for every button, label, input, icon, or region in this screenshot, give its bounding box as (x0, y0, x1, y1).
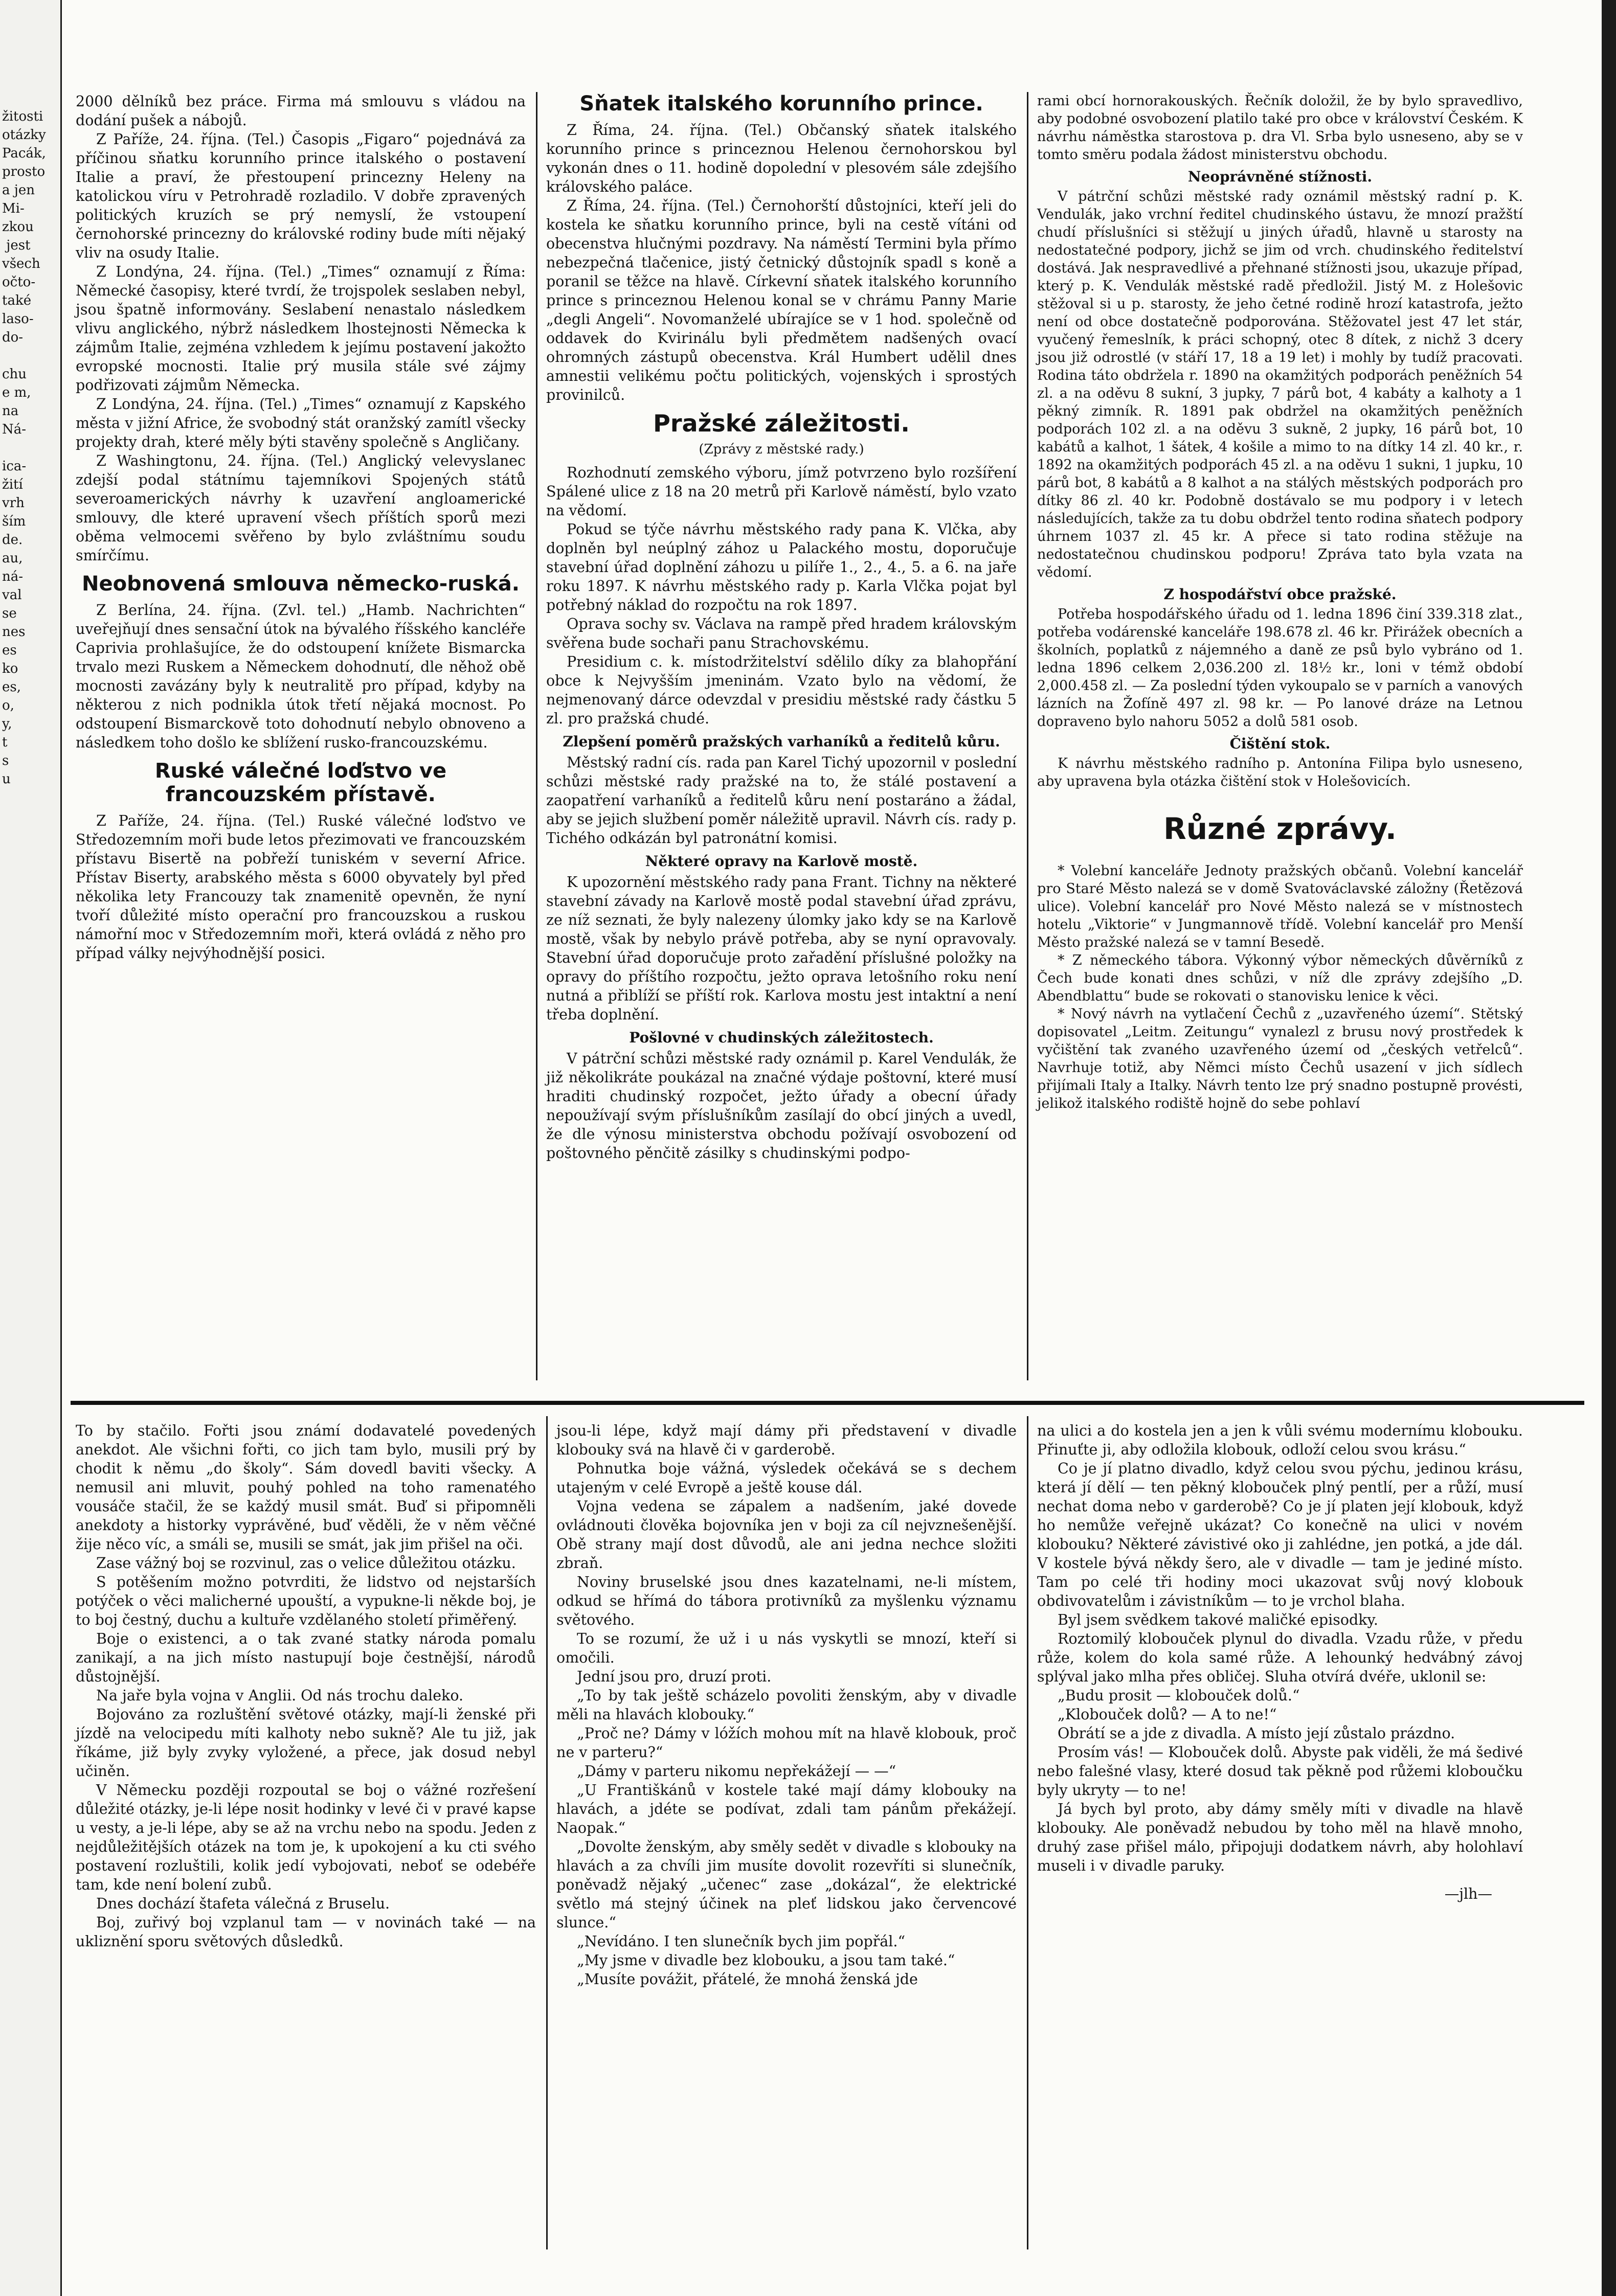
feuilleton-paragraph: Obrátí se a jde z divadla. A místo její zůstalo prázdno. (1058, 1725, 1455, 1742)
feuilleton-paragraph: jsou-li lépe, když mají dámy při představení v divadle klobouky svá na hlavě či v garderobě. (556, 1422, 1017, 1458)
feuilleton-paragraph: „To by tak ještě scházelo povoliti ženským, aby v divadle měli na hlavách klobouky.“ (556, 1687, 1017, 1723)
article-paragraph: K upozornění městského rady pana Frant. Tichny na některé stavební závady na Karlově mostě podal stavební úřad zprávu, ze níž seznati, že byly nalezeny úlomky jako kdy se na Karlově mostě, však by nebylo právě potřeba, aby se nyní opravovaly. Stavební úřad doporučuje proto zařadění příslušné položky na opravy do příštího rozpočtu, ježto oprava letošního roku není nutná a přiblíží se příští rok. Karlova mostu jest intaktní a není třeba doplnění. (546, 874, 1017, 1023)
feuilleton-paragraph: „My jsme v divadle bez klobouku, a jsou tam také.“ (577, 1952, 955, 1969)
feuilleton-paragraph: „Musíte povážit, přátelé, že mnohá ženská jde (577, 1971, 918, 1988)
article-paragraph: Z Říma, 24. října. (Tel.) Černohorští důstojníci, kteří jeli do kostela ke sňatku korunního prince, byli na cestě vítáni od obecenstva hlučnými pozdravy. Na náměstí Termini byla přímo nebezpečná tlačenice, jistý četnický důstojník spadl s koně a poranil se těžce na hlavě. Církevní sňatek italského korunního prince s princeznou Helenou konal se v chrámu Panny Marie „degli Angeli“. Novomanželé ubírajíce se v 1 hod. společně od oddavek do Kvirinálu byli předmětem nadšených ovací ohromných zástupů obecenstva. Král Humbert udělil dnes amnestii velikému počtu politických, vojenských i sprostých provinilců. (546, 197, 1017, 403)
article-paragraph: * Nový návrh na vytlačení Čechů z „uzavřeného území“. Stětský dopisovatel „Leitm. Zeitungu“ vynalezl z brusu nový prostředek k vyčištění tak zvaného uzavřeného území od „českých vetřelců“. Navrhuje totiž, aby Němci místo Čechů usazení v jich sídlech přijímali Italy a Italky. Návrh tento lze prý snadno postupně provésti, jelikož italského rodiště hojně do sebe pohlaví (1037, 1006, 1523, 1111)
feuilleton-paragraph: Noviny bruselské jsou dnes kazatelnami, ne-li místem, odkud se hřímá do tábora protivníků za myšlenku významu světového. (556, 1574, 1017, 1628)
feuilleton-paragraph: na ulici a do kostela jen a jen k vůli svému modernímu klobouku. Přinuťte ji, aby odložila klobouk, odloží celou svou krásu.“ (1037, 1422, 1523, 1458)
feuilleton-paragraph: V Německu později rozpoutal se boj o vážné rozřešení důležité otázky, je-li lépe nosit hodinky v levé či v pravé kapse u vesty, a je-li lépe, aby se až na vrchu nebo na spodu. Jeden z nejdůležitějších otázek na tom je, k upokojení a ku cti svého postavení rozluštili, kolik jedí vybojovati, neboť se odebéře tam, kde není bolení zubů. (76, 1782, 536, 1893)
article-paragraph: Oprava sochy sv. Václava na rampě před hradem královským svěřena bude sochaři panu Strachovskému. (546, 616, 1017, 651)
article-headline: Ruské válečné loďstvo ve francouzském přístavě. (154, 759, 447, 806)
column-divider (546, 1416, 548, 2249)
article-paragraph: * Z německého tábora. Výkonný výbor německých důvěrníků z Čech bude konati dnes schůzi, v níž dle zprávy zdejšího „D. Abendblattu“ bude se rokovati o stanovisku lenice k věci. (1037, 952, 1523, 1004)
column-divider (1027, 92, 1028, 1380)
feuilleton-paragraph: To se rozumí, že už i u nás vyskytli se mnozí, kteří si omočili. (556, 1630, 1017, 1666)
article-subheading: Čištění stok. (1229, 735, 1331, 752)
article-paragraph: Z Říma, 24. října. (Tel.) Občanský sňatek italského korunního prince s princeznou Helenou černohorskou byl vykonán dnes o 11. hodině dopolední v plesovém sále zdejšího královského paláce. (546, 122, 1017, 195)
column-divider (1027, 1416, 1028, 2249)
article-paragraph: Městský radní cís. rada pan Karel Tichý upozornil v poslední schůzi městské rady pražské na to, že stálé postavení a zaopatření varhaníků a ředitelů kůru není postaráno a žádal, aby se jejich službení poměr náležitě upravil. Návrh cís. rady p. Tichého odkázán byl patronátní komisi. (546, 754, 1017, 847)
feuilleton-paragraph: To by stačilo. Fořti jsou známí dodavatelé povedených anekdot. Ale všichni fořti, co jich tam bylo, musili prý by chodit k němu „do školy“. Sám dovedl baviti všecky. A nemusil ani mluvit, pouhý pohled na toho ramenatého vousáče stačil, že se každý musil smát. Buď si připomněli anekdoty a historky vyprávěné, buď věděli, že v něm věčné žije něco víc, a smáli se, musili se smát, jak jim přišel na oči. (76, 1422, 536, 1553)
article-paragraph: Z Paříže, 24. října. (Tel.) Časopis „Figaro“ pojednává za příčinou sňatku korunního prince italského o postavení Italie a praví, že přestoupení princezny Heleny na katolickou víru v Petrohradě rozladilo. V dobře zpravených politických kruzích se prý nemyslí, že vstoupení černohorské princezny do královské rodiny bude míti nějaký vliv na osudy Italie. (76, 131, 526, 261)
column-2 (546, 92, 1017, 1163)
feuilleton-paragraph: Jední jsou pro, druzí proti. (577, 1668, 772, 1685)
adjacent-page-text: žitosti otázky Pacák, prosto a jen Mi- zkou jest všech očto- také laso- do- chu e m, na Ná- ica- žití vrh ším de. au, ná- val se nes es ko es, o, y, t s u (2, 109, 46, 787)
column-divider (536, 92, 537, 1380)
column-1 (76, 92, 526, 963)
article-paragraph: Presidium c. k. místodržitelství sdělilo díky za blahopřání obce k Nejvyšším jmeninám. Vzato bylo na vědomí, že nejmenovaný dárce odevzdal v presidiu městské rady částku 5 zl. pro pražská chudé. (546, 653, 1017, 727)
article-paragraph: Z Londýna, 24. října. (Tel.) „Times“ oznamují z Říma: Německé časopisy, které tvrdí, že trojspolek seslaben nebyl, jsou špatně informovány. Seslabení nenastalo následkem vlivu anglického, nýbrž následkem lhostejnosti Německa k zájmům Italie, zejména vzhledem k jejímu postavení jakožto evropské mocnosti. Italie prý musila stále své zájmy podřizovati zájmům Německa. (76, 263, 526, 394)
article-subheading: Z hospodářství obce pražské. (1163, 586, 1397, 603)
feuilleton-paragraph: Boj, zuřivý boj vzplanul tam — v novinách také — na ukliznění sporu světových důsledků. (76, 1914, 536, 1950)
article-paragraph: Rozhodnutí zemského výboru, jímž potvrzeno bylo rozšíření Spálené ulice z 18 na 20 metrů při Karlově náměstí, bylo vzato na vědomí. (546, 464, 1017, 519)
article-paragraph: Z Paříže, 24. října. (Tel.) Ruské válečné loďstvo ve Středozemním moři bude letos přezimovati ve francouzském přístavu Bisertě na pobřeží tuniském v severní Africe. Přístav Biserty, arabského města s 6000 obyvately byl před několika lety Francouzy tak znamenitě opevněn, že nyní tvoří důležité místo operační pro francouzskou a ruskou námořní moc v Středozemním moři, která ovládá z něho pro případ války nejvýhodnější posici. (76, 812, 526, 962)
article-paragraph: 2000 dělníků bez práce. Firma má smlouvu s vládou na dodání pušek a nábojů. (76, 93, 526, 129)
feuilleton-paragraph: Byl jsem svědkem takové maličké episodky. (1058, 1611, 1378, 1628)
feuilleton-paragraph: „Dámy v parteru nikomu nepřekážejí — —“ (577, 1763, 896, 1780)
article-subheading: Zlepšení poměrů pražských varhaníků a ředitelů kůru. (563, 733, 1000, 750)
feuilleton-paragraph: Pohnutka boje vážná, výsledek očekává se s dechem utajeným v celé Evropě a ještě kouse dál. (556, 1460, 1017, 1496)
author-signature: —jlh— (1444, 1885, 1492, 1902)
feuilleton-paragraph: S potěšením možno potvrditi, že lidstvo od nejstarších potýček o věci malicherné upouští, a vypukne-li někde boj, je to boj čestný, duchu a kultuře vzdělaného století přiměřený. (76, 1574, 536, 1628)
article-paragraph: K návrhu městského radního p. Antonína Filipa bylo usneseno, aby upravena byla otázka čištění stok v Holešovicích. (1037, 756, 1523, 789)
feuilleton-paragraph: Vojna vedena se zápalem a nadšením, jaké dovede ovládnouti člověka bojovníka jen v boji za cíl nejvznešenější. Obě strany mají dost důvodů, ale ani jedna nechce složiti zbraň. (556, 1498, 1017, 1572)
feuilleton-paragraph: „Budu prosit — klobouček dolů.“ (1058, 1687, 1300, 1704)
feuilleton-paragraph: Dnes dochází štafeta válečná z Bruselu. (96, 1895, 390, 1912)
feuilleton-paragraph: Zase vážný boj se rozvinul, zas o velice důležitou otázku. (96, 1555, 516, 1572)
article-paragraph: Pokud se týče návrhu městského rady pana K. Vlčka, aby doplněn byl neúplný zához u Palackého mostu, doporučuje stavební úřad doplnění záhozu u pilíře 1., 2., 4., 5. a 6. na jaře roku 1897. K návrhu městského rady p. Karla Vlčka pojat byl potřebný náklad do rozpočtu na rok 1897. (546, 521, 1017, 613)
adjacent-page-edge (0, 0, 62, 2296)
section-headline: Různé zprávy. (1163, 811, 1397, 846)
article-headline: Sňatek italského korunního prince. (579, 92, 983, 116)
article-subheading: Neoprávněné stížnosti. (1187, 168, 1373, 185)
article-paragraph: * Volební kanceláře Jednoty pražských občanů. Volební kancelář pro Staré Město nalezá se v domě Svatováclavské záložny (Řetězová ulice). Volební kancelář pro Nové Město nalezá se v místnostech hotelu „Viktorie“ v Jungmannově třídě. Volební kancelář pro Menší Město pražské nalezá se v tamní Besedě. (1037, 863, 1523, 950)
feuilleton-paragraph: „Klobouček dolů? — A to ne!“ (1058, 1706, 1277, 1723)
article-paragraph: V pátrční schůzi městské rady oznámil městský radní p. K. Vendulák, jako vrchní ředitel chudinského ústavu, že mnozí pražští chudí příslušníci si stěžují u jiných úřadů, hlavně u starosty na nedostatečné podpory, jichž se jim od vrch. chudinského ředitelství dostává. Jak nespravedlivé a přehnané stížnosti jsou, ukazuje případ, který p. K. Vendulák městské radě předložil. Jistý M. z Holešovic stěžoval si u p. starosty, že jeho četné rodině hrozí katastrofa, ježto není od obce dostatečně podporována. Stěžovatel jest 47 let stár, vyučený řemeslník, k práci schopný, otec 8 dítek, z nichž 3 dcery jsou již odrostlé (v stáří 17, 18 a 19 let) i mohly by tudíž pracovati. Rodina táto obdržela r. 1890 na okamžitých podporách peněžních 54 zl. a na oděvu 8 sukní, 3 jupky, 7 párů bot, 4 kabáty a kalhoty a 1 pěkný zimník. R. 1891 pak obdržel na okamžitých peněžních podporách 102 zl. a na oděvu 3 sukně, 2 jupky, 16 párů bot, 10 kabátů a kalhot, 1 šátek, 4 košile a mimo to na dítky 14 zl. 40 kr., r. 1892 na okamžitých podporách 45 zl. a na oděvu 1 sukni, 1 jupku, 10 párů bot, 8 kabátů a 8 kalhot a na stálých městských podporách pro dítky 86 zl. 40 kr. Podobně dostávalo se mu podpory i v letech následujících, takže za tu dobu obdržel tento rodina sňatech podpory úhrnem 1037 zl. 45 kr. A přece si tato rodina stěžuje na nedostatečnou chudinskou podporu! Zpráva tato byla vzata na vědomí. (1037, 189, 1523, 580)
feuilleton-paragraph: Já bych byl proto, aby dámy směly míti v divadle na hlavě klobouky. Ale poněvadž nebudou by toho měl na hlavě mnoho, druhý zase přišel málo, připojuji dodatkem návrh, aby holohlaví museli i v divadle paruky. (1037, 1801, 1523, 1874)
article-paragraph: Z Washingtonu, 24. října. (Tel.) Anglický velevyslanec zdejší podal státnímu tajemníkovi Spojených států severoamerických návrhy k uzavření angloamerické smlouvy, dle které upravení všech příštích sporů mezi oběma velmocemi svěřeno by bylo zvláštnímu soudu smírčímu. (76, 452, 526, 564)
newspaper-page (71, 92, 1584, 2280)
feuilleton-paragraph: „Proč ne? Dámy v lóžích mohou mít na hlavě klobouk, proč ne v parteru?“ (556, 1725, 1017, 1761)
article-paragraph: rami obcí hornorakouských. Řečník doložil, že by bylo spravedlivo, aby podobné osvobození platilo také pro obce v království Českém. K návrhu náměstka starostova p. dra Vl. Srba bylo usneseno, aby se v tomto směru podala žádost ministerstvu obchodu. (1037, 93, 1523, 163)
column-3 (1037, 92, 1523, 1112)
feuilleton-paragraph: Bojováno za rozluštění světové otázky, mají-li ženské při jízdě na velocipedu míti kalhoty nebo sukně? Ale tu již, jak říkáme, již byly zvyky vyložené, a přece, jak dosud nebyl učiněn. (76, 1706, 536, 1780)
section-headline: Pražské záležitosti. (653, 410, 910, 437)
feuilleton-paragraph: Prosím vás! — Klobouček dolů. Abyste pak viděli, že má šedivé nebo falešné vlasy, které dosud tak pěkně pod růžemi kloboučku byly ukryty — to ne! (1037, 1744, 1523, 1799)
section-subtitle: (Zprávy z městské rady.) (699, 442, 864, 457)
article-paragraph: Potřeba hospodářského úřadu od 1. ledna 1896 činí 339.318 zlat., potřeba vodárenské kanceláře 198.678 zl. 46 kr. Přirážek obecních a školních, poplatků z nájemného a daně ze psů bylo vybráno od 1. ledna 1896 celkem 2,036.200 zl. 18½ kr., loni v témž období 2,000.458 zl. — Za poslední týden vykoupalo se v parních a vanových lázních na Žofíně 497 zl. 98 kr. — Po lanové dráze na Letnou dopraveno bylo nahoru 5052 a dolů 581 osob. (1037, 606, 1523, 730)
feuilleton-column-1 (76, 1421, 536, 1951)
feuilleton-paragraph: „U Františkánů v kostele také mají dámy klobouky na hlavách, a jdéte se podívat, zdali tam pánům překážejí. Naopak.“ (556, 1782, 1017, 1836)
article-subheading: Pošlovné v chudinských záležitostech. (629, 1029, 934, 1046)
feuilleton-separator (71, 1401, 1584, 1405)
feuilleton-column-2 (556, 1421, 1017, 1989)
feuilleton-paragraph: Roztomilý klobouček plynul do divadla. Vzadu růže, v předu růže, kolem do kola samé růže. A lehounký hedvábný závoj splýval jako mlha přes obličej. Sluha otvírá dvéře, uklonil se: (1037, 1630, 1523, 1685)
article-headline: Neobnovená smlouva německo-ruská. (82, 572, 520, 596)
feuilleton-paragraph: Na jaře byla vojna v Anglii. Od nás trochu daleko. (96, 1687, 464, 1704)
scan-border (1602, 0, 1616, 2296)
article-paragraph: V pátrční schůzi městské rady oznámil p. Karel Vendulák, že již několikráte poukázal na značné výdaje poštovní, které musí hraditi chudinský rozpočet, ježto úřady a obecní úřady nepoužívají svým příslušníkům zasílají do obcí jiných a uvedl, že dle výnosu ministerstva obchodu požívají osvobození od poštovného pěnčitě zásilky s chudinskými podpo- (546, 1050, 1017, 1162)
article-paragraph: Z Berlína, 24. října. (Zvl. tel.) „Hamb. Nachrichten“ uveřejňují dnes sensační útok na bývalého říšského kancléře Caprivia prohlašujíce, že do odstoupení knížete Bismarcka trvalo mezi Ruskem a Německem dohodnutí, dle něhož obě mocnosti zavázány byly k neutralitě pro případ, kdyby na některou z nich podnikla útok třetí nějaká mocnost. Po odstoupení Bismarckově toto dohodnutí nebylo obnoveno a následkem toho došlo ke sblížení rusko-francouzskému. (76, 602, 526, 751)
feuilleton-paragraph: „Nevídáno. I ten slunečník bych jim popřál.“ (577, 1933, 906, 1950)
feuilleton-column-3 (1037, 1421, 1523, 1903)
article-paragraph: Z Londýna, 24. října. (Tel.) „Times“ oznamují z Kapského města v jižní Africe, že svobodný stát oranžský zamítl všecky projekty drah, které měly býti stavěny společně s Angličany. (76, 396, 526, 450)
feuilleton-paragraph: Boje o existenci, a o tak zvané statky národa pomalu zanikají, a na jich místo nastupují boje čestnější, národů důstojnější. (76, 1630, 536, 1685)
feuilleton-paragraph: Co je jí platno divadlo, když celou svou pýchu, jedinou krásu, která jí dělí — ten pěkný klobouček plný pentlí, per a růží, musí nechat doma nebo v garderobě? Co je jí platen její klobouk, když ho nemůže veřejně ukázat? Co konečně na ulici v novém klobouku? Některé závistivé oko ji zahlédne, jen potká, a jde dál. V kostele bývá někdy šero, ale v divadle — tam je jediné místo. Tam po celé tři hodiny moci ukazovat svůj nový klobouk obdivovatelům i závistníkům — to je vrchol blaha. (1037, 1460, 1523, 1609)
feuilleton-paragraph: „Dovolte ženským, aby směly sedět v divadle s klobouky na hlavách a za chvíli jim musíte dovolit rozevříti si slunečník, poněvadž nějaký „učenec“ zase „dokázal“, že elektrické světlo má stejný účinek na pleť lidskou jako červencové slunce.“ (556, 1838, 1017, 1931)
article-subheading: Některé opravy na Karlově mostě. (645, 853, 918, 870)
